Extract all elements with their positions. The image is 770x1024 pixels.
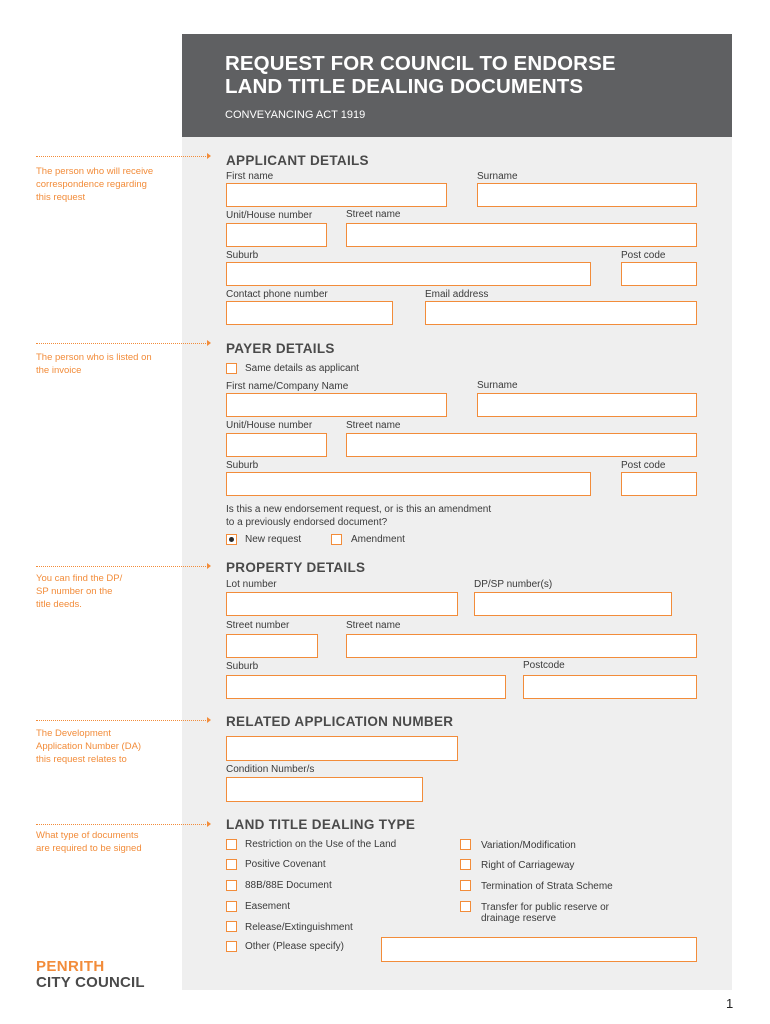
applicant-note-line: correspondence regarding [36, 179, 147, 190]
applicant-surname-field[interactable] [477, 183, 697, 207]
payer-heading: PAYER DETAILS [226, 341, 335, 356]
lot-number-field[interactable] [226, 592, 458, 616]
payer-note-arrow-icon [207, 340, 211, 346]
property-heading: PROPERTY DETAILS [226, 560, 366, 575]
same-as-applicant-checkbox[interactable] [226, 363, 237, 374]
applicant-unit-field[interactable] [226, 223, 327, 247]
applicant-phone-label: Contact phone number [226, 289, 328, 300]
positive-covenant-checkbox[interactable] [226, 859, 237, 870]
payer-surname-field[interactable] [477, 393, 697, 417]
dealing-note-line: What type of documents [36, 830, 139, 841]
property-street-number-field[interactable] [226, 634, 318, 658]
new-request-label: New request [245, 534, 302, 545]
applicant-first-name-label: First name [226, 171, 274, 182]
termination-checkbox[interactable] [460, 880, 471, 891]
applicant-first-name-field[interactable] [226, 183, 447, 207]
property-postcode-label: Postcode [523, 660, 565, 671]
form-title-line2: LAND TITLE DEALING DOCUMENTS [225, 75, 584, 98]
property-street-label: Street name [346, 620, 401, 631]
related-application-number-field[interactable] [226, 736, 458, 761]
payer-suburb-label: Suburb [226, 460, 259, 471]
property-note [36, 572, 122, 611]
payer-surname-label: Surname [477, 380, 518, 391]
payer-suburb-field[interactable] [226, 472, 591, 496]
applicant-surname-label: Surname [477, 171, 518, 182]
applicant-street-field[interactable] [346, 223, 697, 247]
applicant-note-line: The person who will receive [36, 166, 154, 177]
property-note-arrow-icon [207, 563, 211, 569]
council-logo-line1: PENRITH [36, 958, 105, 975]
restriction-checkbox[interactable] [226, 839, 237, 850]
related-note [36, 727, 141, 766]
applicant-note-line: this request [36, 192, 86, 203]
transfer-reserve-label [481, 902, 609, 924]
dpsp-number-field[interactable] [474, 592, 672, 616]
transfer-reserve-label-line: Transfer for public reserve or [481, 902, 610, 913]
applicant-note-arrow-icon [207, 153, 211, 159]
release-checkbox[interactable] [226, 921, 237, 932]
property-note-line: You can find the DP/ [36, 573, 123, 584]
applicant-phone-field[interactable] [226, 301, 393, 325]
related-note-line: this request relates to [36, 754, 127, 765]
transfer-reserve-label-line: drainage reserve [481, 913, 557, 924]
applicant-street-label: Street name [346, 209, 401, 220]
related-note-line: Application Number (DA) [36, 741, 142, 752]
88b-88e-label: 88B/88E Document [245, 880, 332, 891]
property-postcode-field[interactable] [523, 675, 697, 699]
form-header [182, 34, 732, 137]
applicant-postcode-field[interactable] [621, 262, 697, 286]
condition-number-field[interactable] [226, 777, 423, 802]
payer-note-leader [36, 343, 206, 344]
page-number: 1 [726, 996, 734, 1011]
form-title [225, 52, 616, 98]
related-note-line: The Development [36, 728, 111, 739]
88b-88e-checkbox[interactable] [226, 880, 237, 891]
property-street-field[interactable] [346, 634, 697, 658]
release-label: Release/Extinguishment [245, 922, 353, 933]
applicant-note [36, 165, 153, 204]
applicant-note-leader [36, 156, 206, 157]
endorsement-question-line: Is this a new endorsement request, or is this an amendment [226, 504, 492, 515]
transfer-reserve-checkbox[interactable] [460, 901, 471, 912]
same-as-applicant-label: Same details as applicant [245, 363, 359, 374]
other-checkbox[interactable] [226, 941, 237, 952]
lot-number-label: Lot number [226, 579, 277, 590]
property-suburb-label: Suburb [226, 661, 259, 672]
applicant-unit-label: Unit/House number [226, 210, 313, 221]
payer-street-field[interactable] [346, 433, 697, 457]
termination-label: Termination of Strata Scheme [481, 881, 613, 892]
positive-covenant-label: Positive Covenant [245, 859, 326, 870]
applicant-suburb-label: Suburb [226, 250, 259, 261]
payer-note [36, 351, 152, 377]
applicant-email-field[interactable] [425, 301, 697, 325]
payer-unit-field[interactable] [226, 433, 327, 457]
related-note-arrow-icon [207, 717, 211, 723]
dealing-note-arrow-icon [207, 821, 211, 827]
property-street-number-label: Street number [226, 620, 290, 631]
dealing-note-line: are required to be signed [36, 843, 142, 854]
right-of-carriageway-checkbox[interactable] [460, 859, 471, 870]
payer-unit-label: Unit/House number [226, 420, 313, 431]
applicant-email-label: Email address [425, 289, 489, 300]
property-suburb-field[interactable] [226, 675, 506, 699]
amendment-checkbox[interactable] [331, 534, 342, 545]
dealing-heading: LAND TITLE DEALING TYPE [226, 817, 416, 832]
dpsp-number-label: DP/SP number(s) [474, 579, 553, 590]
payer-first-name-field[interactable] [226, 393, 447, 417]
dealing-note-leader [36, 824, 206, 825]
amendment-label: Amendment [351, 534, 405, 545]
property-note-line: SP number on the [36, 586, 113, 597]
form-title-line1: REQUEST FOR COUNCIL TO ENDORSE [225, 52, 616, 75]
applicant-suburb-field[interactable] [226, 262, 591, 286]
radio-selected-dot-icon [229, 537, 234, 542]
payer-note-line: The person who is listed on [36, 352, 152, 363]
property-note-line: title deeds. [36, 599, 82, 610]
form-subtitle: CONVEYANCING ACT 1919 [225, 109, 366, 121]
payer-postcode-label: Post code [621, 460, 666, 471]
easement-checkbox[interactable] [226, 901, 237, 912]
endorsement-question-line: to a previously endorsed document? [226, 517, 388, 528]
related-note-leader [36, 720, 206, 721]
easement-label: Easement [245, 901, 291, 912]
payer-note-line: the invoice [36, 365, 82, 376]
payer-first-name-label: First name/Company Name [226, 381, 349, 392]
applicant-postcode-label: Post code [621, 250, 666, 261]
right-of-carriageway-label: Right of Carriageway [481, 860, 575, 871]
applicant-heading: APPLICANT DETAILS [226, 153, 369, 168]
new-request-radio[interactable] [226, 534, 237, 545]
condition-number-label: Condition Number/s [226, 764, 315, 775]
property-note-leader [36, 566, 206, 567]
other-specify-field[interactable] [381, 937, 697, 962]
other-label: Other (Please specify) [245, 941, 344, 952]
variation-checkbox[interactable] [460, 839, 471, 850]
council-logo-line2: CITY COUNCIL [36, 974, 145, 991]
payer-postcode-field[interactable] [621, 472, 697, 496]
payer-street-label: Street name [346, 420, 401, 431]
variation-label: Variation/Modification [481, 840, 576, 851]
restriction-label: Restriction on the Use of the Land [245, 839, 397, 850]
endorsement-question [226, 503, 491, 529]
related-heading: RELATED APPLICATION NUMBER [226, 714, 454, 729]
dealing-note [36, 829, 142, 855]
